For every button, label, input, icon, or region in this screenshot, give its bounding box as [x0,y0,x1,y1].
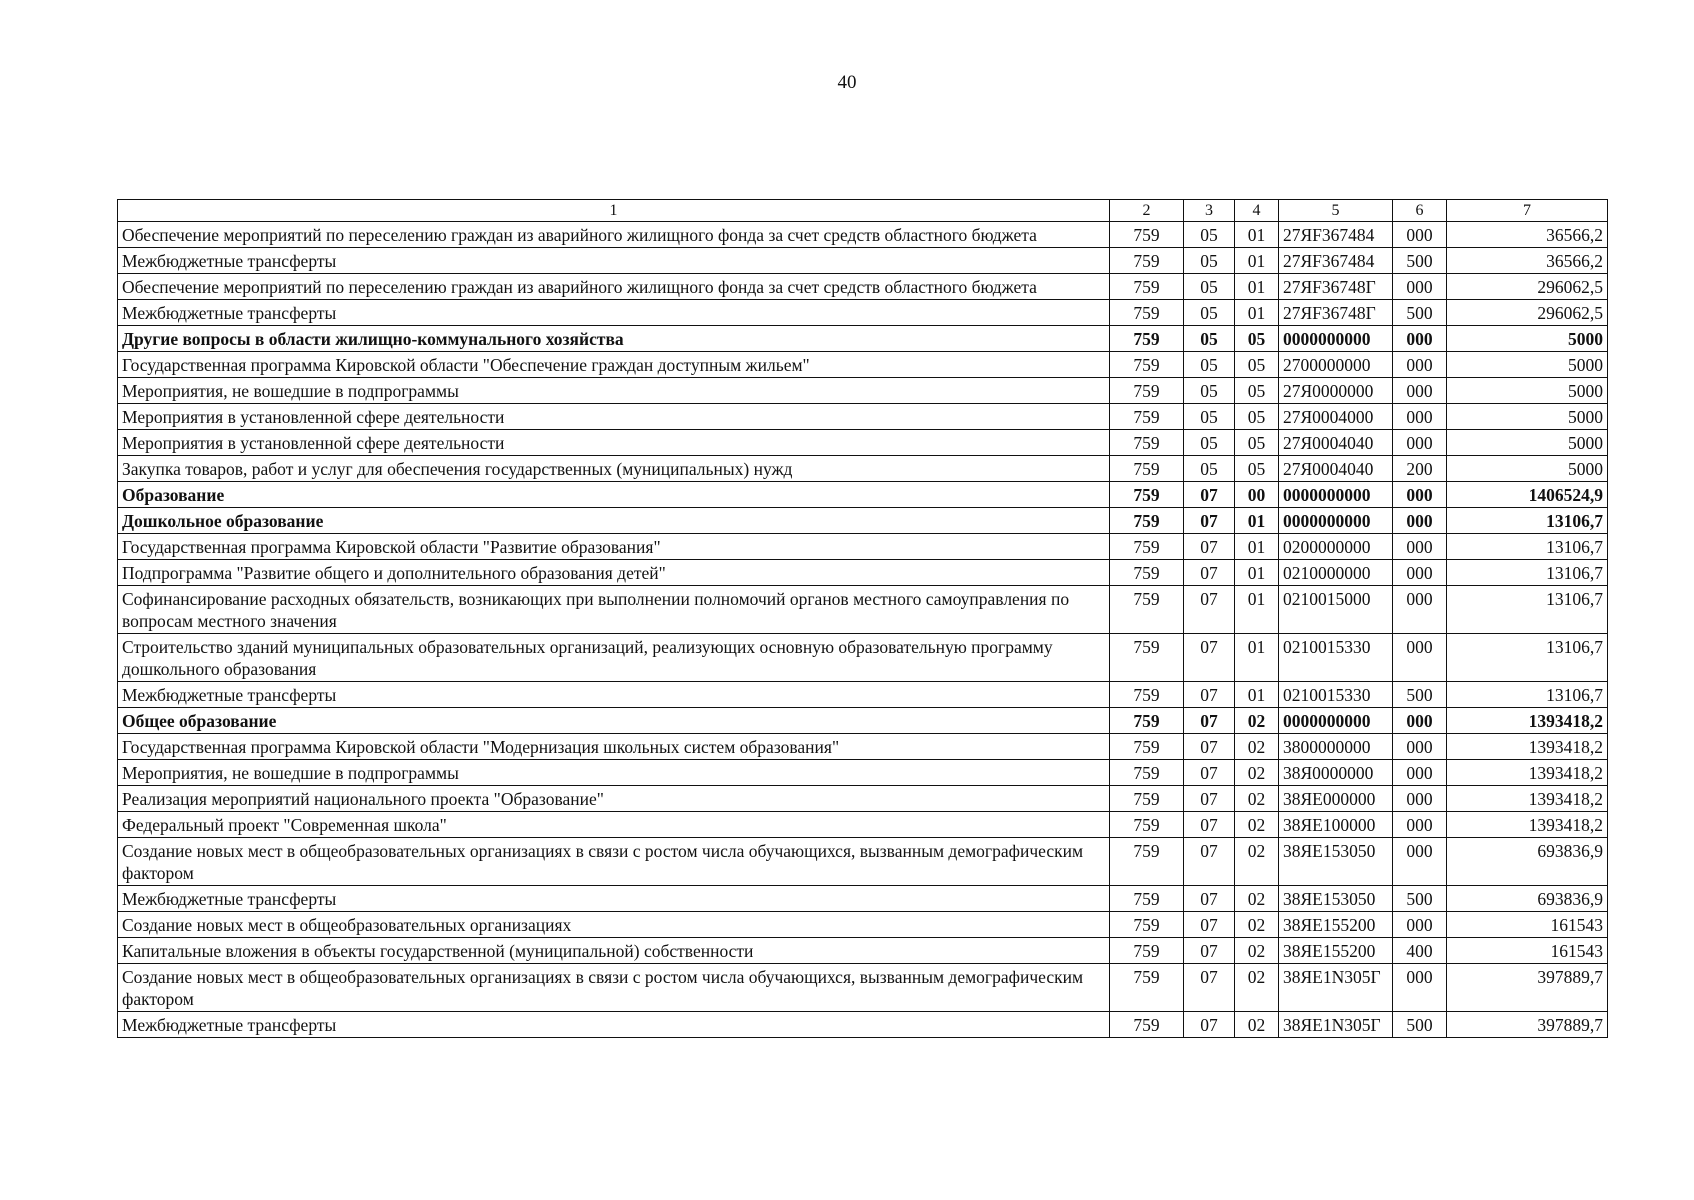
row-section-code: 07 [1184,508,1235,534]
row-target-article: 0000000000 [1279,708,1393,734]
col-header-7: 7 [1447,200,1608,222]
row-grbs-code: 759 [1110,964,1184,1012]
row-expense-type: 000 [1393,812,1447,838]
row-grbs-code: 759 [1110,938,1184,964]
row-subsection-code: 02 [1235,964,1279,1012]
row-expense-type: 000 [1393,482,1447,508]
row-expense-type: 000 [1393,508,1447,534]
row-target-article: 0200000000 [1279,534,1393,560]
row-expense-type: 500 [1393,1012,1447,1038]
row-target-article: 27ЯF367484 [1279,248,1393,274]
row-target-article: 38ЯЕ155200 [1279,912,1393,938]
row-section-code: 05 [1184,274,1235,300]
row-name: Софинансирование расходных обязательств, возникающих при выполнении полномочий органов местного самоуправления по вопросам местного значения [118,586,1110,634]
row-section-code: 07 [1184,786,1235,812]
row-section-code: 05 [1184,404,1235,430]
row-section-code: 07 [1184,560,1235,586]
row-expense-type: 500 [1393,886,1447,912]
row-amount: 5000 [1447,352,1608,378]
row-expense-type: 000 [1393,222,1447,248]
table-row [118,708,1608,734]
header-row [118,200,1608,222]
row-grbs-code: 759 [1110,634,1184,682]
row-grbs-code: 759 [1110,534,1184,560]
row-subsection-code: 01 [1235,300,1279,326]
row-amount: 296062,5 [1447,300,1608,326]
col-header-4: 4 [1235,200,1279,222]
row-amount: 296062,5 [1447,274,1608,300]
row-name: Мероприятия, не вошедшие в подпрограммы [118,760,1110,786]
row-subsection-code: 01 [1235,508,1279,534]
table-row [118,560,1608,586]
row-name: Создание новых мест в общеобразовательных организациях в связи с ростом числа обучающихся, вызванным демографическим фактором [118,838,1110,886]
table-row [118,456,1608,482]
row-expense-type: 000 [1393,352,1447,378]
table-body [118,222,1608,1038]
row-subsection-code: 00 [1235,482,1279,508]
table-row [118,508,1608,534]
row-amount: 5000 [1447,430,1608,456]
row-target-article: 38ЯЕ155200 [1279,938,1393,964]
page-number: 40 [837,72,857,93]
row-subsection-code: 02 [1235,938,1279,964]
row-name: Мероприятия в установленной сфере деятельности [118,404,1110,430]
row-subsection-code: 02 [1235,734,1279,760]
row-subsection-code: 05 [1235,326,1279,352]
budget-table [117,199,1608,1038]
row-name: Межбюджетные трансферты [118,300,1110,326]
row-section-code: 07 [1184,534,1235,560]
row-expense-type: 000 [1393,634,1447,682]
row-subsection-code: 02 [1235,786,1279,812]
row-section-code: 07 [1184,812,1235,838]
row-target-article: 27Я0004000 [1279,404,1393,430]
row-section-code: 05 [1184,326,1235,352]
row-subsection-code: 05 [1235,378,1279,404]
row-name: Подпрограмма "Развитие общего и дополнительного образования детей" [118,560,1110,586]
row-amount: 36566,2 [1447,248,1608,274]
row-section-code: 07 [1184,634,1235,682]
row-subsection-code: 01 [1235,586,1279,634]
row-amount: 13106,7 [1447,634,1608,682]
row-subsection-code: 01 [1235,534,1279,560]
row-amount: 5000 [1447,404,1608,430]
row-name: Создание новых мест в общеобразовательных организациях в связи с ростом числа обучающихся, вызванным демографическим фактором [118,964,1110,1012]
row-grbs-code: 759 [1110,274,1184,300]
row-subsection-code: 01 [1235,682,1279,708]
row-subsection-code: 02 [1235,912,1279,938]
table-row [118,886,1608,912]
row-section-code: 05 [1184,456,1235,482]
row-expense-type: 000 [1393,760,1447,786]
col-header-6: 6 [1393,200,1447,222]
row-grbs-code: 759 [1110,248,1184,274]
row-amount: 397889,7 [1447,964,1608,1012]
row-amount: 161543 [1447,938,1608,964]
row-amount: 1406524,9 [1447,482,1608,508]
row-expense-type: 500 [1393,300,1447,326]
table-row [118,300,1608,326]
row-section-code: 07 [1184,964,1235,1012]
row-target-article: 3800000000 [1279,734,1393,760]
row-section-code: 05 [1184,300,1235,326]
table-row [118,734,1608,760]
row-expense-type: 000 [1393,534,1447,560]
row-subsection-code: 01 [1235,560,1279,586]
row-amount: 693836,9 [1447,838,1608,886]
table-row [118,1012,1608,1038]
table-row [118,964,1608,1012]
row-section-code: 05 [1184,430,1235,456]
row-grbs-code: 759 [1110,1012,1184,1038]
row-amount: 1393418,2 [1447,760,1608,786]
row-name: Общее образование [118,708,1110,734]
row-grbs-code: 759 [1110,886,1184,912]
row-amount: 5000 [1447,456,1608,482]
row-amount: 1393418,2 [1447,708,1608,734]
row-expense-type: 000 [1393,964,1447,1012]
row-grbs-code: 759 [1110,560,1184,586]
row-name: Государственная программа Кировской области "Модернизация школьных систем образования" [118,734,1110,760]
row-target-article: 38Я0000000 [1279,760,1393,786]
row-grbs-code: 759 [1110,456,1184,482]
row-expense-type: 000 [1393,274,1447,300]
table-row [118,430,1608,456]
row-target-article: 0000000000 [1279,326,1393,352]
table-row [118,404,1608,430]
row-name: Обеспечение мероприятий по переселению граждан из аварийного жилищного фонда за счет средств областного бюджета [118,222,1110,248]
row-grbs-code: 759 [1110,708,1184,734]
row-name: Другие вопросы в области жилищно-коммунального хозяйства [118,326,1110,352]
row-section-code: 07 [1184,938,1235,964]
row-subsection-code: 02 [1235,886,1279,912]
row-target-article: 0210015330 [1279,682,1393,708]
row-grbs-code: 759 [1110,760,1184,786]
row-name: Государственная программа Кировской области "Развитие образования" [118,534,1110,560]
row-target-article: 2700000000 [1279,352,1393,378]
row-amount: 1393418,2 [1447,786,1608,812]
row-section-code: 07 [1184,760,1235,786]
row-expense-type: 000 [1393,326,1447,352]
table-row [118,634,1608,682]
row-target-article: 0000000000 [1279,482,1393,508]
row-name: Мероприятия в установленной сфере деятельности [118,430,1110,456]
row-section-code: 07 [1184,838,1235,886]
row-name: Межбюджетные трансферты [118,248,1110,274]
row-subsection-code: 01 [1235,248,1279,274]
row-section-code: 07 [1184,586,1235,634]
row-target-article: 0000000000 [1279,508,1393,534]
row-section-code: 07 [1184,912,1235,938]
row-subsection-code: 05 [1235,430,1279,456]
table-row [118,938,1608,964]
table-row [118,912,1608,938]
row-amount: 1393418,2 [1447,812,1608,838]
row-expense-type: 500 [1393,682,1447,708]
row-name: Строительство зданий муниципальных образовательных организаций, реализующих основную образовательную программу дошкольного образования [118,634,1110,682]
row-grbs-code: 759 [1110,586,1184,634]
row-expense-type: 000 [1393,404,1447,430]
table-row [118,534,1608,560]
row-target-article: 38ЯЕ000000 [1279,786,1393,812]
row-amount: 693836,9 [1447,886,1608,912]
row-grbs-code: 759 [1110,508,1184,534]
row-subsection-code: 05 [1235,456,1279,482]
row-expense-type: 000 [1393,378,1447,404]
row-grbs-code: 759 [1110,912,1184,938]
row-grbs-code: 759 [1110,352,1184,378]
table-row [118,786,1608,812]
row-section-code: 05 [1184,248,1235,274]
row-expense-type: 200 [1393,456,1447,482]
row-grbs-code: 759 [1110,734,1184,760]
row-section-code: 07 [1184,708,1235,734]
row-section-code: 07 [1184,682,1235,708]
row-section-code: 05 [1184,378,1235,404]
row-subsection-code: 01 [1235,222,1279,248]
row-name: Реализация мероприятий национального проекта "Образование" [118,786,1110,812]
row-name: Государственная программа Кировской области "Обеспечение граждан доступным жильем" [118,352,1110,378]
row-grbs-code: 759 [1110,326,1184,352]
table-row [118,812,1608,838]
row-expense-type: 000 [1393,430,1447,456]
table-row [118,760,1608,786]
table-row [118,586,1608,634]
row-amount: 13106,7 [1447,586,1608,634]
row-name: Капитальные вложения в объекты государственной (муниципальной) собственности [118,938,1110,964]
table-row [118,352,1608,378]
row-name: Межбюджетные трансферты [118,886,1110,912]
row-section-code: 07 [1184,482,1235,508]
row-subsection-code: 05 [1235,404,1279,430]
row-name: Обеспечение мероприятий по переселению граждан из аварийного жилищного фонда за счет средств областного бюджета [118,274,1110,300]
table-row [118,682,1608,708]
row-name: Закупка товаров, работ и услуг для обеспечения государственных (муниципальных) нужд [118,456,1110,482]
row-target-article: 0210000000 [1279,560,1393,586]
row-name: Межбюджетные трансферты [118,682,1110,708]
row-name: Мероприятия, не вошедшие в подпрограммы [118,378,1110,404]
row-grbs-code: 759 [1110,838,1184,886]
row-expense-type: 000 [1393,586,1447,634]
row-name: Межбюджетные трансферты [118,1012,1110,1038]
col-header-3: 3 [1184,200,1235,222]
row-section-code: 05 [1184,352,1235,378]
row-target-article: 27ЯF36748Г [1279,274,1393,300]
row-amount: 161543 [1447,912,1608,938]
row-grbs-code: 759 [1110,430,1184,456]
row-subsection-code: 02 [1235,1012,1279,1038]
row-name: Образование [118,482,1110,508]
row-amount: 36566,2 [1447,222,1608,248]
row-section-code: 07 [1184,734,1235,760]
table-row [118,378,1608,404]
row-grbs-code: 759 [1110,404,1184,430]
row-grbs-code: 759 [1110,682,1184,708]
row-subsection-code: 01 [1235,634,1279,682]
row-grbs-code: 759 [1110,786,1184,812]
row-section-code: 07 [1184,1012,1235,1038]
row-expense-type: 000 [1393,912,1447,938]
row-amount: 5000 [1447,326,1608,352]
row-subsection-code: 01 [1235,274,1279,300]
row-expense-type: 000 [1393,734,1447,760]
row-grbs-code: 759 [1110,378,1184,404]
table-row [118,222,1608,248]
row-grbs-code: 759 [1110,222,1184,248]
col-header-2: 2 [1110,200,1184,222]
row-target-article: 27Я0000000 [1279,378,1393,404]
row-target-article: 27Я0004040 [1279,430,1393,456]
row-amount: 13106,7 [1447,682,1608,708]
row-grbs-code: 759 [1110,482,1184,508]
row-subsection-code: 02 [1235,812,1279,838]
row-subsection-code: 05 [1235,352,1279,378]
row-amount: 5000 [1447,378,1608,404]
row-name: Дошкольное образование [118,508,1110,534]
row-target-article: 0210015000 [1279,586,1393,634]
row-amount: 1393418,2 [1447,734,1608,760]
row-subsection-code: 02 [1235,760,1279,786]
row-section-code: 05 [1184,222,1235,248]
row-grbs-code: 759 [1110,812,1184,838]
table-row [118,248,1608,274]
row-target-article: 27ЯF36748Г [1279,300,1393,326]
row-grbs-code: 759 [1110,300,1184,326]
table-row [118,326,1608,352]
row-target-article: 0210015330 [1279,634,1393,682]
row-target-article: 38ЯЕ153050 [1279,838,1393,886]
col-header-1: 1 [118,200,1110,222]
row-subsection-code: 02 [1235,708,1279,734]
row-target-article: 38ЯЕ153050 [1279,886,1393,912]
row-section-code: 07 [1184,886,1235,912]
row-target-article: 27Я0004040 [1279,456,1393,482]
row-target-article: 38ЯЕ1N305Г [1279,964,1393,1012]
row-expense-type: 400 [1393,938,1447,964]
table-row [118,482,1608,508]
row-amount: 397889,7 [1447,1012,1608,1038]
row-target-article: 38ЯЕ100000 [1279,812,1393,838]
row-amount: 13106,7 [1447,560,1608,586]
row-amount: 13106,7 [1447,534,1608,560]
row-expense-type: 000 [1393,560,1447,586]
row-expense-type: 000 [1393,786,1447,812]
row-target-article: 27ЯF367484 [1279,222,1393,248]
row-name: Создание новых мест в общеобразовательных организациях [118,912,1110,938]
table-row [118,838,1608,886]
row-name: Федеральный проект "Современная школа" [118,812,1110,838]
table-row [118,274,1608,300]
row-expense-type: 000 [1393,708,1447,734]
col-header-5: 5 [1279,200,1393,222]
row-expense-type: 500 [1393,248,1447,274]
row-subsection-code: 02 [1235,838,1279,886]
row-expense-type: 000 [1393,838,1447,886]
row-amount: 13106,7 [1447,508,1608,534]
row-target-article: 38ЯЕ1N305Г [1279,1012,1393,1038]
